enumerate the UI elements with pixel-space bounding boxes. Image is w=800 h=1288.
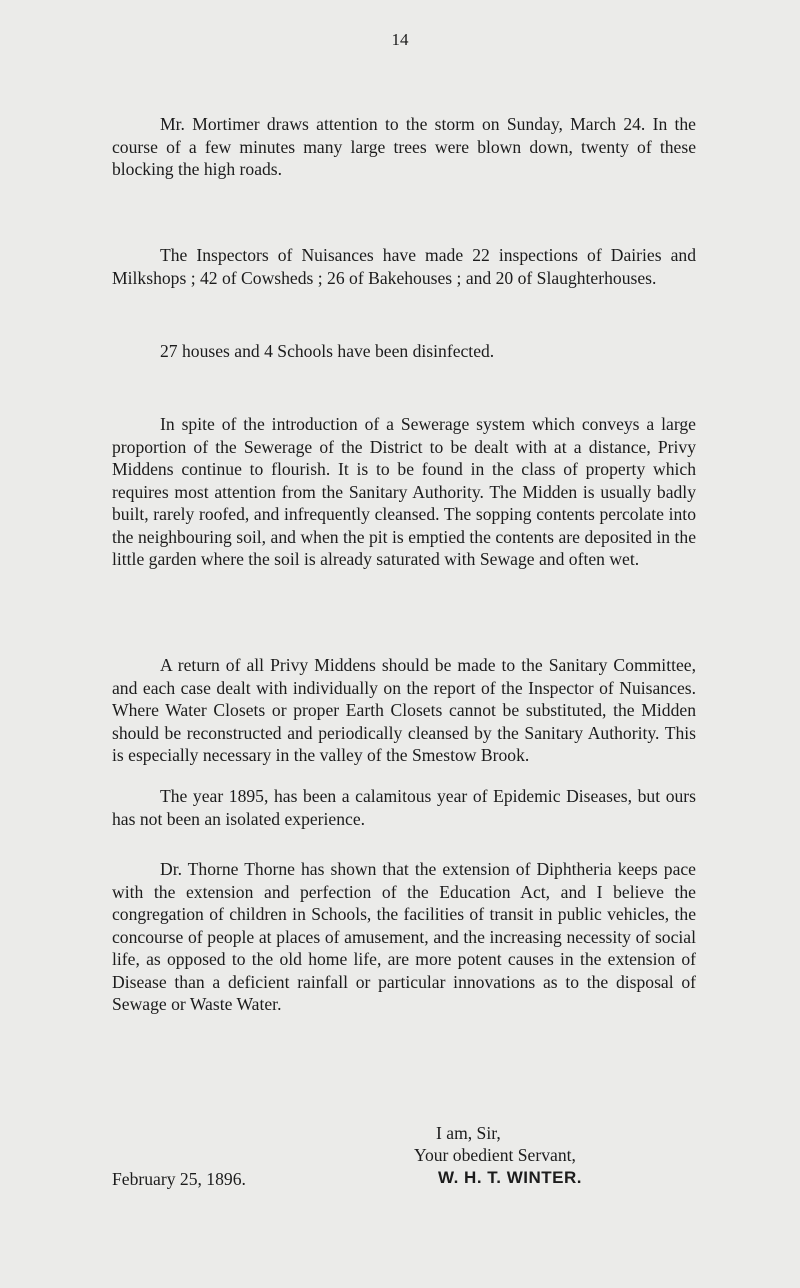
- paragraph-return-of-middens: A return of all Privy Middens should be made to the Sanitary Committee, and each case dealt with individually on the report of the Inspector of Nuisances. Where Water Closets or proper Earth Closets cannot be substituted, the Midden should be reconstructed and periodically cleansed by the Sanitary Authority. This is especially necessary in the valley of the Smestow Brook.: [112, 655, 696, 765]
- page-number: 14: [391, 30, 409, 49]
- signature: W. H. T. WINTER.: [438, 1168, 582, 1187]
- paragraph-storm: Mr. Mortimer draws attention to the storm on Sunday, March 24. In the course of a few minutes many large trees were blown down, twenty of these blocking the high roads.: [112, 114, 696, 179]
- paragraph-inspections: The Inspectors of Nuisances have made 22 inspections of Dairies and Milkshops ; 42 of Cowsheds ; 26 of Bakehouses ; and 20 of Slaughterhouses.: [112, 245, 696, 288]
- paragraph-diphtheria: Dr. Thorne Thorne has shown that the extension of Diphtheria keeps pace with the extension and perfection of the Education Act, and I believe the congregation of children in Schools, the facilities of transit in public vehicles, the concourse of people at places of amusement, and the increasing necessity of social life, as opposed to the old home life, are more potent causes in the extension of Disease than a deficient rainfall or particular innovations as to the disposal of Sewage or Waste Water.: [112, 859, 696, 1014]
- paragraph-privy-middens: In spite of the introduction of a Sewerage system which conveys a large proportion of the Sewerage of the District to be dealt with at a distance, Privy Middens continue to flourish. It is to be found in the class of property which requires most attention from the Sanitary Authority. The Midden is usually badly built, rarely roofed, and infrequently cleansed. The sopping contents percolate into the neighbouring soil, and when the pit is emptied the contents are deposited in the little garden where the soil is already saturated with Sewage and often wet.: [112, 414, 696, 569]
- paragraph-disinfection: 27 houses and 4 Schools have been disinfected.: [160, 341, 495, 361]
- paragraph-epidemic-year: The year 1895, has been a calamitous year of Epidemic Diseases, but ours has not been an isolated experience.: [112, 786, 696, 829]
- letter-closing: [0, 1123, 800, 1193]
- sign-off: Your obedient Servant,: [414, 1145, 576, 1165]
- salutation: I am, Sir,: [436, 1123, 501, 1143]
- letter-date: February 25, 1896.: [112, 1169, 246, 1189]
